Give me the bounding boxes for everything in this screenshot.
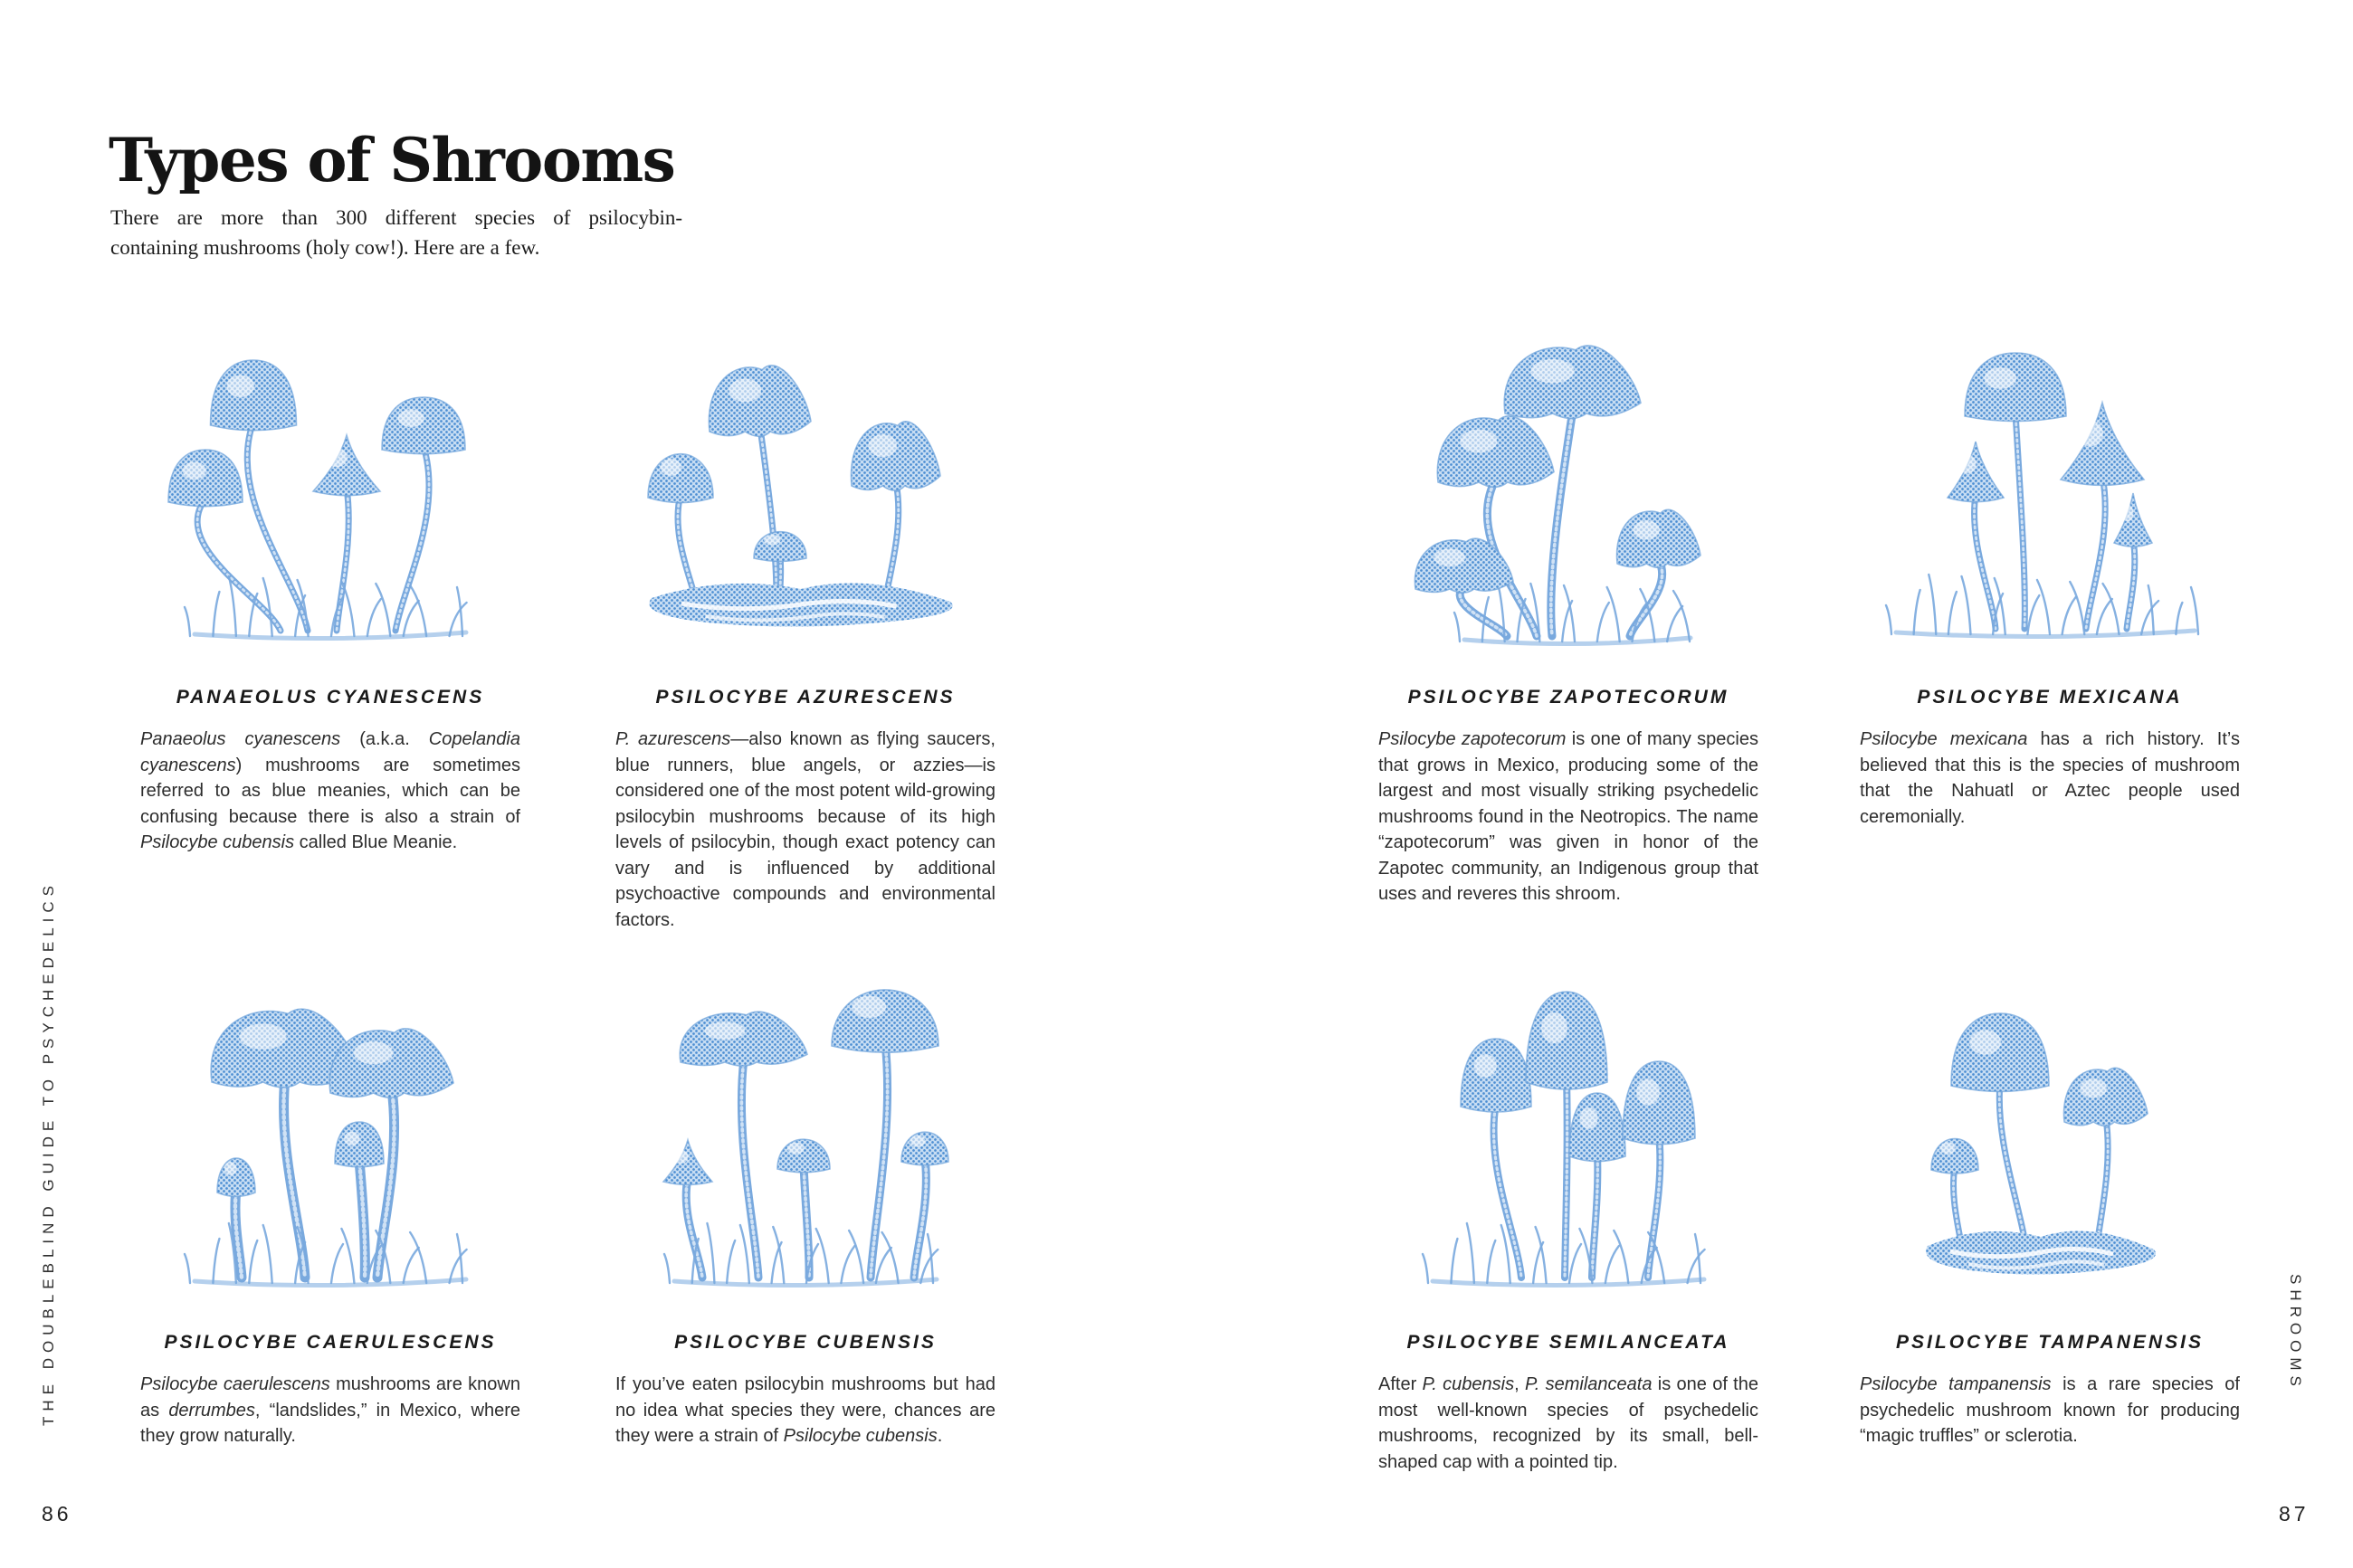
illustration-container — [140, 330, 520, 647]
illustration-container — [615, 975, 996, 1292]
species-description: After P. cubensis, P. semilanceata is one of the most well-known species of psychedelic mushrooms, recognized by its small, bell-shaped cap with a pointed tip. — [1378, 1374, 1758, 1472]
species-description: P. azurescens—also known as flying saucers, blue runners, blue angels, or azzies—is considered one of the most potent wild-growing psilocybin mushrooms because of its high levels of psilocybin, though exact potency can vary and is influenced by additional psychoactive compounds and environmental factors. — [615, 729, 996, 930]
species-panel-psilocybe-cubensis — [615, 975, 996, 1449]
species-description: Panaeolus cyanescens (a.k.a. Copelandia cyanescens) mushrooms are sometimes referred to as blue meanies, which can be confusing because there is also a strain of Psilocybe cubensis called Blue Meanie. — [140, 729, 520, 852]
species-panel-panaeolus-cyanescens — [140, 330, 520, 856]
intro-line-1: There are more than 300 different species of psilocybin- — [110, 206, 682, 229]
illustration-container — [1860, 975, 2240, 1292]
psilocybe-tampanensis-illustration — [1869, 975, 2231, 1292]
left-running-sidebar: THE DOUBLEBLIND GUIDE TO PSYCHEDELICS — [40, 879, 57, 1426]
species-panel-psilocybe-azurescens — [615, 330, 996, 933]
species-panel-psilocybe-caerulescens — [140, 975, 520, 1449]
intro-line-2: containing mushrooms (holy cow!). Here are a few. — [110, 236, 540, 259]
illustration-container — [1378, 975, 1758, 1292]
species-description: Psilocybe mexicana has a rich history. It’s believed that this is the species of mushroom that the Nahuatl or Aztec people used ceremonially. — [1860, 729, 2241, 827]
species-description: Psilocybe caerulescens mushrooms are known as derrumbes, “landslides,” in Mexico, where they grow naturally. — [140, 1374, 520, 1446]
species-description: Psilocybe tampanensis is a rare species of psychedelic mushroom known for producing “magic truffles” or sclerotia. — [1860, 1374, 2240, 1446]
species-heading: PSILOCYBE CUBENSIS — [674, 1332, 937, 1353]
intro-paragraph — [110, 203, 682, 262]
psilocybe-semilanceata-illustration — [1387, 975, 1749, 1292]
species-panel-psilocybe-zapotecorum — [1378, 330, 1758, 908]
panaeolus-cyanescens-illustration — [149, 330, 511, 647]
species-heading: PSILOCYBE AZURESCENS — [655, 687, 956, 708]
illustration-container — [1378, 330, 1758, 647]
psilocybe-cubensis-illustration — [624, 975, 986, 1292]
right-running-sidebar: SHROOMS — [2287, 1274, 2304, 1392]
species-description: Psilocybe zapotecorum is one of many species that grows in Mexico, producing some of the largest and most visually striking psychedelic mushrooms found in the Neotropics. The name “zapotecorum” was given in honor of the Zapotec community, an Indigenous group that uses and reveres this shroom. — [1378, 729, 1758, 904]
species-panel-psilocybe-mexicana — [1860, 330, 2240, 830]
illustration-container — [140, 975, 520, 1292]
psilocybe-azurescens-illustration — [624, 330, 986, 647]
page-number-right: 87 — [2279, 1502, 2310, 1525]
page-title: Types of Shrooms — [109, 125, 675, 196]
species-panel-psilocybe-tampanensis — [1860, 975, 2240, 1449]
species-heading: PSILOCYBE ZAPOTECORUM — [1407, 687, 1729, 708]
illustration-container — [1860, 330, 2240, 647]
species-heading: PSILOCYBE MEXICANA — [1917, 687, 2183, 708]
species-heading: PSILOCYBE TAMPANENSIS — [1896, 1332, 2204, 1353]
species-heading: PSILOCYBE SEMILANCEATA — [1406, 1332, 1730, 1353]
species-heading: PSILOCYBE CAERULESCENS — [164, 1332, 497, 1353]
species-panel-psilocybe-semilanceata — [1378, 975, 1758, 1475]
species-heading: PANAEOLUS CYANESCENS — [176, 687, 485, 708]
psilocybe-zapotecorum-illustration — [1387, 330, 1749, 647]
psilocybe-caerulescens-illustration — [149, 975, 511, 1292]
species-description: If you’ve eaten psilocybin mushrooms but had no idea what species they were, chances are they were a strain of Psilocybe cubensis. — [615, 1374, 996, 1446]
page-number-left: 86 — [42, 1502, 72, 1525]
psilocybe-mexicana-illustration — [1869, 330, 2231, 647]
illustration-container — [615, 330, 996, 647]
